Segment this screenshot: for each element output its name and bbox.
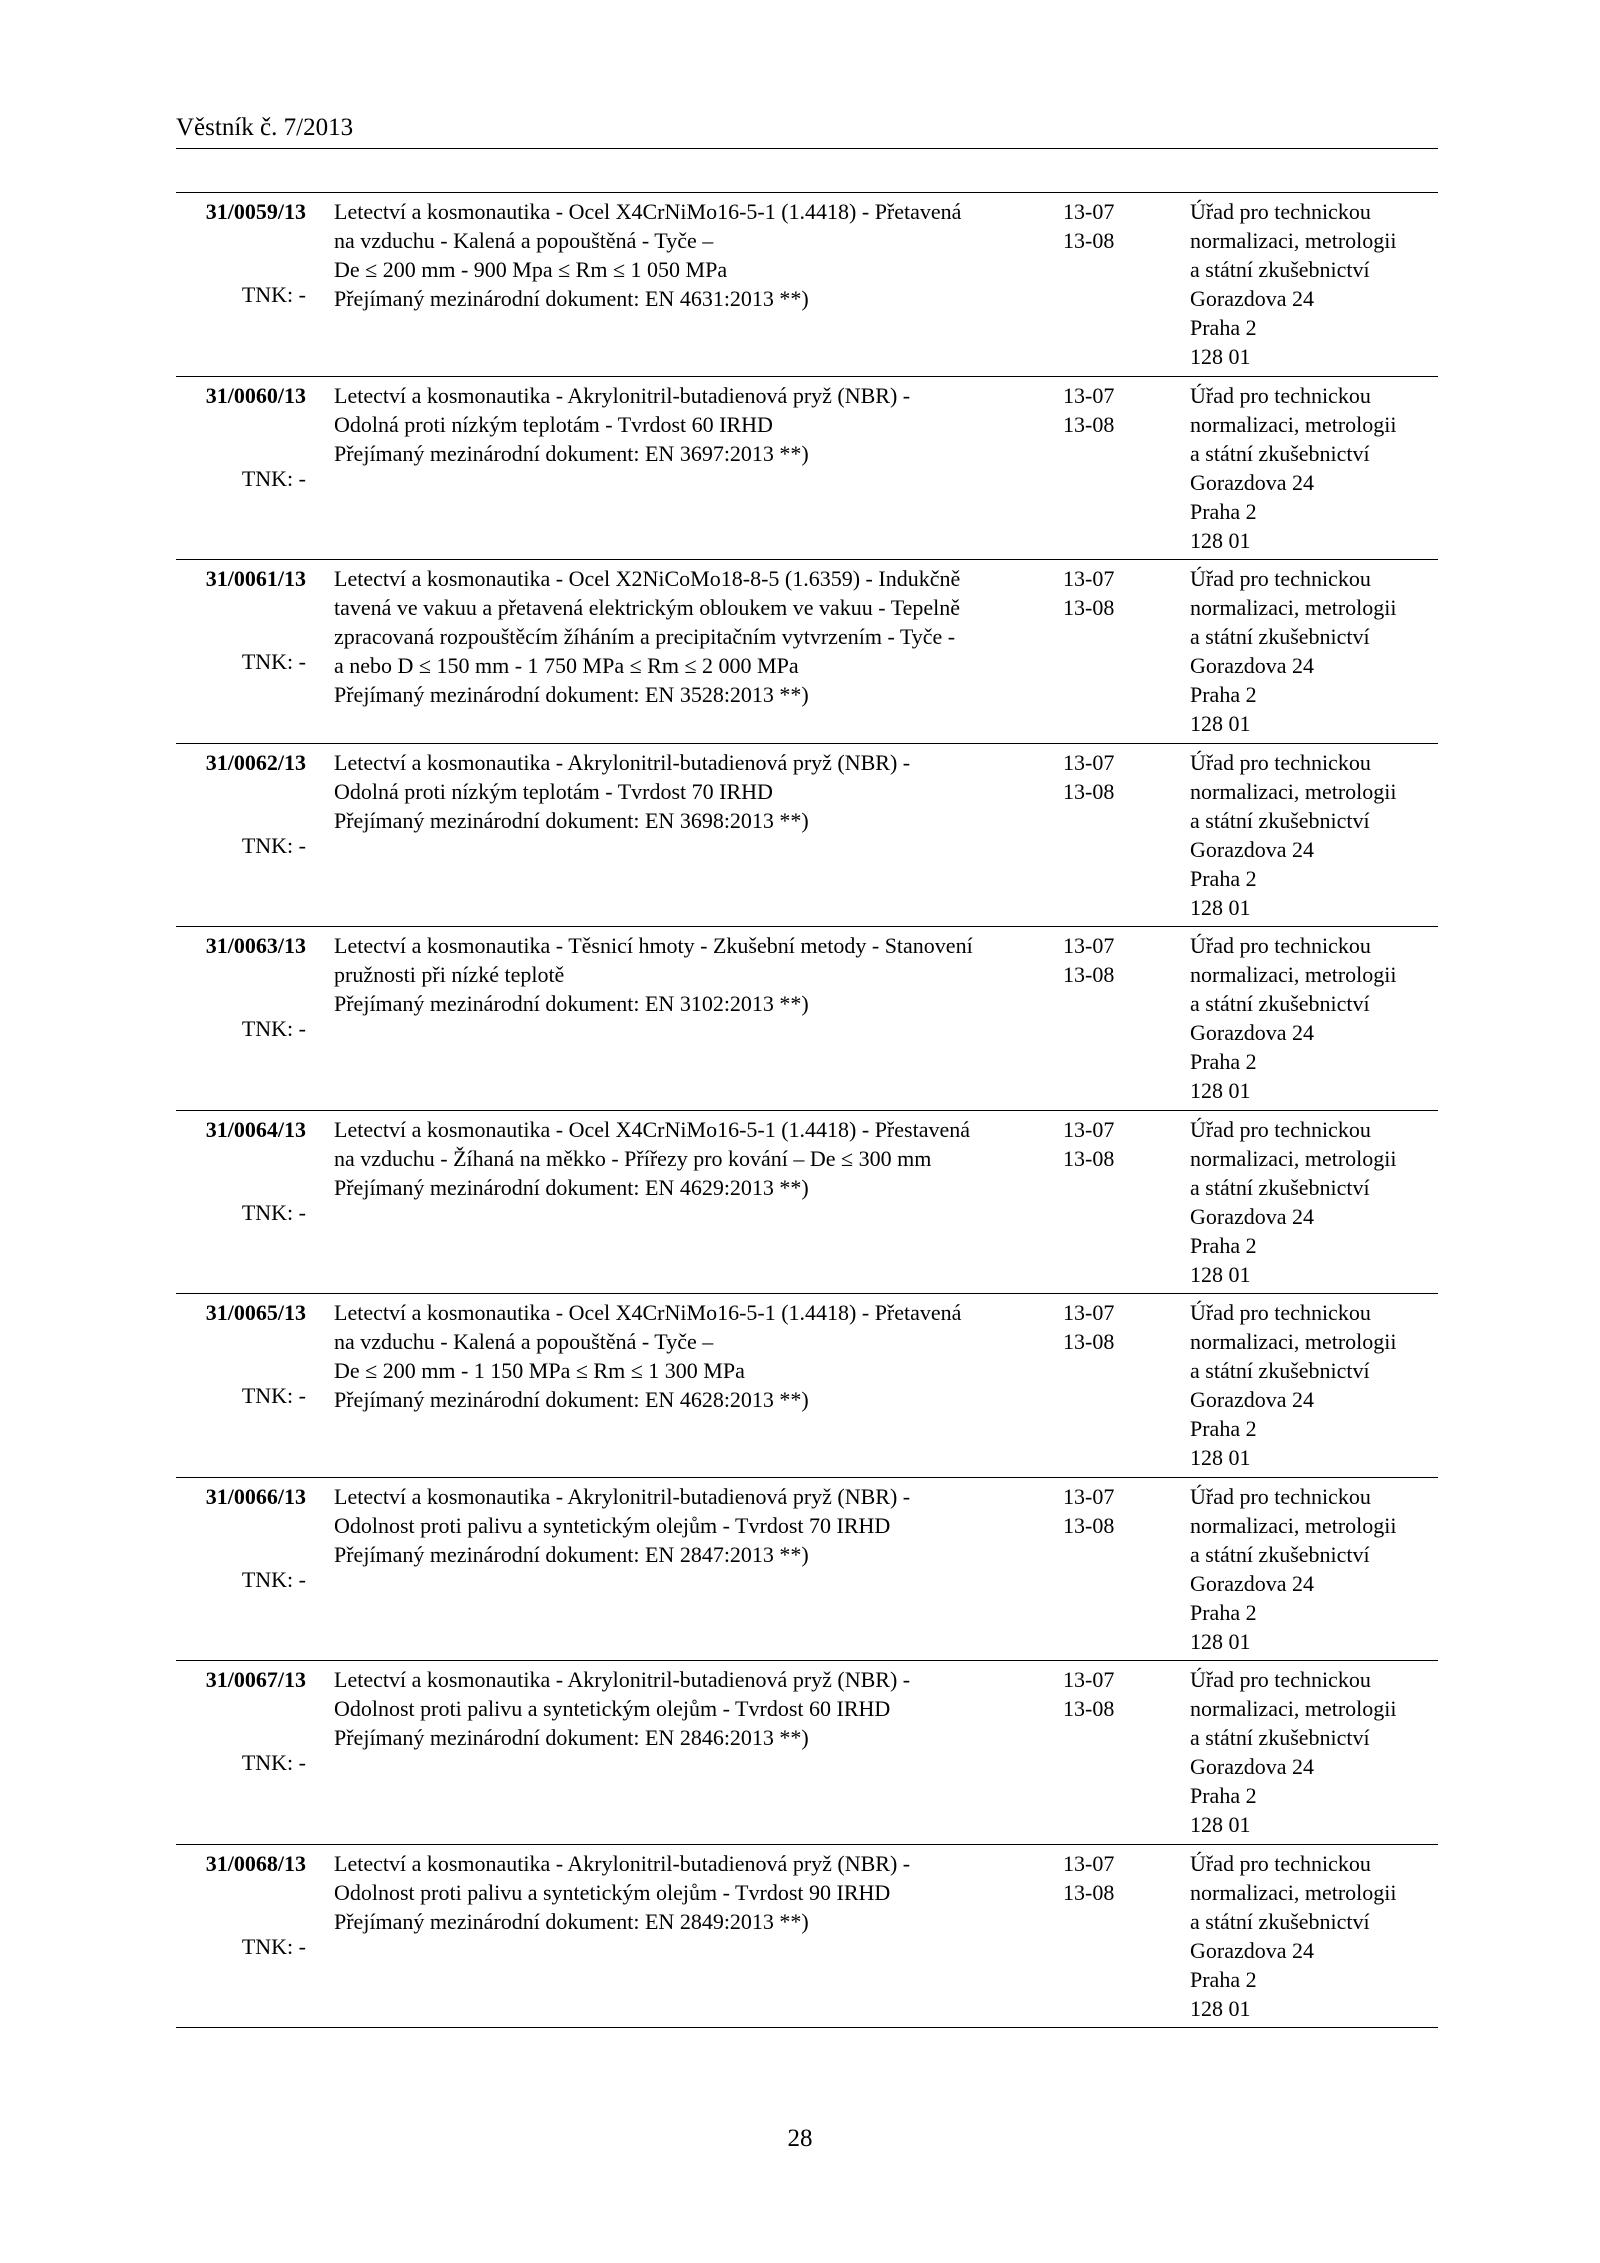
issuer-line: Praha 2 bbox=[1190, 1416, 1257, 1441]
standard-entry bbox=[176, 193, 1438, 377]
entry-id-column bbox=[176, 1115, 306, 1144]
issuer-line: Úřad pro technickou bbox=[1190, 749, 1371, 775]
entry-id-column bbox=[176, 1298, 306, 1327]
issuer-line: Úřad pro technickou bbox=[1190, 933, 1371, 958]
ics-code: 13-07 bbox=[1063, 1116, 1115, 1142]
entry-title-line: tavená ve vakuu a přetavená elektrickým obloukem ve vakuu - Tepelně bbox=[334, 595, 961, 620]
issuer-line: a státní zkušebnictví bbox=[1190, 257, 1370, 282]
issuer-line: Praha 2 bbox=[1190, 1783, 1257, 1808]
entry-title-line: Letectví a kosmonautika - Ocel X4CrNiMo16-5-1 (1.4418) - Přestavená bbox=[334, 1116, 970, 1142]
entry-title-line: Odolná proti nízkým teplotám - Tvrdost 70 IRHD bbox=[334, 778, 773, 804]
issuer-line: Úřad pro technickou bbox=[1190, 199, 1371, 224]
entry-issuer-address bbox=[1190, 1849, 1438, 2023]
entry-number: 31/0059/13 bbox=[205, 199, 306, 224]
entry-title-line: Přejímaný mezinárodní dokument: EN 3698:2013 **) bbox=[334, 807, 809, 833]
issuer-line: Praha 2 bbox=[1190, 1049, 1257, 1074]
entry-ics-codes bbox=[1063, 381, 1143, 439]
issuer-line: Praha 2 bbox=[1190, 315, 1257, 340]
entry-id-column bbox=[176, 564, 306, 593]
issuer-line: normalizaci, metrologii bbox=[1190, 228, 1397, 253]
issuer-line: a státní zkušebnictví bbox=[1190, 991, 1370, 1016]
entry-tnk: TNK: - bbox=[241, 1199, 306, 1225]
entry-title-line: Přejímaný mezinárodní dokument: EN 2849:2013 **) bbox=[334, 1908, 809, 1934]
issuer-line: Úřad pro technickou bbox=[1190, 1850, 1371, 1876]
issuer-line: Úřad pro technickou bbox=[1190, 1300, 1371, 1325]
entry-ics-codes bbox=[1063, 1482, 1143, 1540]
issuer-line: Úřad pro technickou bbox=[1190, 382, 1371, 408]
entry-number: 31/0063/13 bbox=[205, 933, 306, 958]
entry-number: 31/0062/13 bbox=[205, 749, 306, 775]
entry-issuer-address bbox=[1190, 197, 1438, 371]
ics-code: 13-07 bbox=[1063, 199, 1115, 224]
entry-title-line: Odolnost proti palivu a syntetickým olejům - Tvrdost 90 IRHD bbox=[334, 1879, 891, 1905]
entry-title-line: Letectví a kosmonautika - Ocel X4CrNiMo16-5-1 (1.4418) - Přetavená bbox=[334, 1300, 962, 1325]
ics-code: 13-07 bbox=[1063, 566, 1115, 591]
entry-issuer-address bbox=[1190, 1482, 1438, 1656]
entry-title-line: Přejímaný mezinárodní dokument: EN 4629:2013 **) bbox=[334, 1174, 809, 1200]
page-number: 28 bbox=[787, 2125, 813, 2152]
entry-title-line: na vzduchu - Kalená a popouštěná - Tyče – bbox=[334, 228, 714, 253]
issuer-line: a státní zkušebnictví bbox=[1190, 624, 1370, 649]
issuer-line: Gorazdova 24 bbox=[1190, 1020, 1315, 1045]
entry-title-line: Letectví a kosmonautika - Těsnicí hmoty - Zkušební metody - Stanovení bbox=[334, 933, 973, 958]
journal-title: Věstník č. 7/2013 bbox=[176, 114, 354, 141]
ics-code: 13-08 bbox=[1063, 1879, 1115, 1905]
entry-number: 31/0060/13 bbox=[205, 382, 306, 408]
entry-ics-codes bbox=[1063, 1115, 1143, 1173]
issuer-line: Gorazdova 24 bbox=[1190, 1754, 1315, 1779]
issuer-line: Praha 2 bbox=[1190, 1599, 1257, 1625]
standard-entry bbox=[176, 1845, 1438, 2029]
entry-title-line: Letectví a kosmonautika - Akrylonitril-butadienová pryž (NBR) - bbox=[334, 1850, 911, 1876]
entry-tnk: TNK: - bbox=[241, 1016, 306, 1041]
entry-issuer-address bbox=[1190, 564, 1438, 738]
entry-tnk: TNK: - bbox=[241, 465, 306, 491]
issuer-line: a státní zkušebnictví bbox=[1190, 1541, 1370, 1567]
issuer-line: Gorazdova 24 bbox=[1190, 286, 1315, 311]
entry-tnk: TNK: - bbox=[241, 832, 306, 858]
issuer-line: a státní zkušebnictví bbox=[1190, 440, 1370, 466]
issuer-line: a státní zkušebnictví bbox=[1190, 1725, 1370, 1750]
issuer-line: normalizaci, metrologii bbox=[1190, 411, 1397, 437]
standard-entry bbox=[176, 1478, 1438, 1662]
entry-id-column bbox=[176, 1665, 306, 1694]
issuer-line: 128 01 bbox=[1190, 711, 1251, 736]
entry-title-line: Letectví a kosmonautika - Akrylonitril-butadienová pryž (NBR) - bbox=[334, 1667, 911, 1692]
entry-title-line: Přejímaný mezinárodní dokument: EN 3528:2013 **) bbox=[334, 682, 809, 707]
ics-code: 13-07 bbox=[1063, 1300, 1115, 1325]
entry-title-line: Letectví a kosmonautika - Akrylonitril-butadienová pryž (NBR) - bbox=[334, 749, 911, 775]
issuer-line: Gorazdova 24 bbox=[1190, 836, 1315, 862]
entry-issuer-address bbox=[1190, 1115, 1438, 1289]
issuer-line: a státní zkušebnictví bbox=[1190, 1358, 1370, 1383]
issuer-line: 128 01 bbox=[1190, 1445, 1251, 1470]
issuer-line: normalizaci, metrologii bbox=[1190, 778, 1397, 804]
entry-title-line: na vzduchu - Žíhaná na měkko - Přířezy pro kování – De ≤ 300 mm bbox=[334, 1145, 932, 1171]
entry-title-line: De ≤ 200 mm - 900 Mpa ≤ Rm ≤ 1 050 MPa bbox=[334, 257, 728, 282]
entry-title-line: Přejímaný mezinárodní dokument: EN 2846:2013 **) bbox=[334, 1725, 809, 1750]
page-header bbox=[176, 112, 1438, 149]
issuer-line: Praha 2 bbox=[1190, 1232, 1257, 1258]
ics-code: 13-08 bbox=[1063, 778, 1115, 804]
entry-ics-codes bbox=[1063, 1849, 1143, 1907]
entry-issuer-address bbox=[1190, 381, 1438, 555]
entry-number: 31/0067/13 bbox=[205, 1667, 306, 1692]
entry-issuer-address bbox=[1190, 748, 1438, 922]
issuer-line: 128 01 bbox=[1190, 527, 1251, 553]
issuer-line: Úřad pro technickou bbox=[1190, 566, 1371, 591]
entry-tnk: TNK: - bbox=[241, 1383, 306, 1408]
issuer-line: normalizaci, metrologii bbox=[1190, 1329, 1397, 1354]
issuer-line: Úřad pro technickou bbox=[1190, 1483, 1371, 1509]
issuer-line: normalizaci, metrologii bbox=[1190, 1696, 1397, 1721]
issuer-line: normalizaci, metrologii bbox=[1190, 1879, 1397, 1905]
issuer-line: normalizaci, metrologii bbox=[1190, 595, 1397, 620]
entry-title-line: Odolnost proti palivu a syntetickým olejům - Tvrdost 70 IRHD bbox=[334, 1512, 891, 1538]
entry-number: 31/0064/13 bbox=[205, 1116, 306, 1142]
issuer-line: normalizaci, metrologii bbox=[1190, 962, 1397, 987]
entry-title-line: pružnosti při nízké teplotě bbox=[334, 962, 565, 987]
entry-title-line: a nebo D ≤ 150 mm - 1 750 MPa ≤ Rm ≤ 2 000 MPa bbox=[334, 653, 799, 678]
entry-ics-codes bbox=[1063, 1665, 1143, 1723]
entry-number: 31/0065/13 bbox=[205, 1300, 306, 1325]
entry-number: 31/0066/13 bbox=[205, 1483, 306, 1509]
entry-issuer-address bbox=[1190, 1665, 1438, 1839]
issuer-line: Gorazdova 24 bbox=[1190, 1387, 1315, 1412]
entry-number: 31/0061/13 bbox=[205, 566, 306, 591]
entry-id-column bbox=[176, 1482, 306, 1511]
entry-tnk: TNK: - bbox=[241, 1566, 306, 1592]
entry-title-line: Přejímaný mezinárodní dokument: EN 2847:2013 **) bbox=[334, 1541, 809, 1567]
entry-title-line: zpracovaná rozpouštěcím žíháním a precipitačním vytvrzením - Tyče - bbox=[334, 624, 956, 649]
standard-entry bbox=[176, 927, 1438, 1111]
issuer-line: Praha 2 bbox=[1190, 865, 1257, 891]
issuer-line: 128 01 bbox=[1190, 894, 1251, 920]
entry-issuer-address bbox=[1190, 931, 1438, 1105]
standard-entry bbox=[176, 744, 1438, 928]
entry-title-line: na vzduchu - Kalená a popouštěná - Tyče – bbox=[334, 1329, 714, 1354]
issuer-line: a státní zkušebnictví bbox=[1190, 807, 1370, 833]
entry-title-line: Letectví a kosmonautika - Ocel X4CrNiMo16-5-1 (1.4418) - Přetavená bbox=[334, 199, 962, 224]
entry-title-line: Přejímaný mezinárodní dokument: EN 4631:2013 **) bbox=[334, 286, 809, 311]
issuer-line: 128 01 bbox=[1190, 1628, 1251, 1654]
ics-code: 13-08 bbox=[1063, 228, 1115, 253]
issuer-line: 128 01 bbox=[1190, 1995, 1251, 2021]
issuer-line: Praha 2 bbox=[1190, 1966, 1257, 1992]
ics-code: 13-07 bbox=[1063, 1667, 1115, 1692]
entry-id-column bbox=[176, 381, 306, 410]
standard-entry bbox=[176, 1661, 1438, 1845]
ics-code: 13-08 bbox=[1063, 1145, 1115, 1171]
issuer-line: Gorazdova 24 bbox=[1190, 653, 1315, 678]
entry-title-line: Odolná proti nízkým teplotám - Tvrdost 60 IRHD bbox=[334, 411, 773, 437]
entry-title-line: Přejímaný mezinárodní dokument: EN 4628:2013 **) bbox=[334, 1387, 809, 1412]
entry-id-column bbox=[176, 197, 306, 226]
entry-id-column bbox=[176, 748, 306, 777]
ics-code: 13-07 bbox=[1063, 1850, 1115, 1876]
standard-entry bbox=[176, 560, 1438, 744]
entry-ics-codes bbox=[1063, 564, 1143, 622]
standard-entry bbox=[176, 1294, 1438, 1478]
ics-code: 13-08 bbox=[1063, 411, 1115, 437]
entry-title-line: Odolnost proti palivu a syntetickým olejům - Tvrdost 60 IRHD bbox=[334, 1696, 891, 1721]
issuer-line: Gorazdova 24 bbox=[1190, 1203, 1315, 1229]
entry-id-column bbox=[176, 931, 306, 960]
entry-number: 31/0068/13 bbox=[205, 1850, 306, 1876]
entry-tnk: TNK: - bbox=[241, 282, 306, 307]
issuer-line: Gorazdova 24 bbox=[1190, 1570, 1315, 1596]
ics-code: 13-08 bbox=[1063, 595, 1115, 620]
entry-title-line: Přejímaný mezinárodní dokument: EN 3697:2013 **) bbox=[334, 440, 809, 466]
entry-tnk: TNK: - bbox=[241, 649, 306, 674]
ics-code: 13-08 bbox=[1063, 1512, 1115, 1538]
entry-title-line: Letectví a kosmonautika - Ocel X2NiCoMo18-8-5 (1.6359) - Indukčně bbox=[334, 566, 961, 591]
issuer-line: normalizaci, metrologii bbox=[1190, 1512, 1397, 1538]
issuer-line: Praha 2 bbox=[1190, 682, 1257, 707]
ics-code: 13-08 bbox=[1063, 962, 1115, 987]
entry-ics-codes bbox=[1063, 748, 1143, 806]
issuer-line: 128 01 bbox=[1190, 344, 1251, 369]
entry-ics-codes bbox=[1063, 931, 1143, 989]
issuer-line: normalizaci, metrologii bbox=[1190, 1145, 1397, 1171]
standards-list bbox=[176, 192, 1438, 2028]
entry-issuer-address bbox=[1190, 1298, 1438, 1472]
entry-title-line: Letectví a kosmonautika - Akrylonitril-butadienová pryž (NBR) - bbox=[334, 1483, 911, 1509]
entry-title-line: De ≤ 200 mm - 1 150 MPa ≤ Rm ≤ 1 300 MPa bbox=[334, 1358, 745, 1383]
ics-code: 13-07 bbox=[1063, 1483, 1115, 1509]
entry-tnk: TNK: - bbox=[241, 1933, 306, 1959]
issuer-line: 128 01 bbox=[1190, 1261, 1251, 1287]
entry-id-column bbox=[176, 1849, 306, 1878]
issuer-line: a státní zkušebnictví bbox=[1190, 1174, 1370, 1200]
ics-code: 13-07 bbox=[1063, 749, 1115, 775]
issuer-line: Gorazdova 24 bbox=[1190, 1937, 1315, 1963]
standard-entry bbox=[176, 377, 1438, 561]
entry-title-line: Letectví a kosmonautika - Akrylonitril-butadienová pryž (NBR) - bbox=[334, 382, 911, 408]
ics-code: 13-08 bbox=[1063, 1329, 1115, 1354]
entry-tnk: TNK: - bbox=[241, 1750, 306, 1775]
issuer-line: 128 01 bbox=[1190, 1078, 1251, 1103]
entry-ics-codes bbox=[1063, 197, 1143, 255]
issuer-line: Praha 2 bbox=[1190, 498, 1257, 524]
issuer-line: Úřad pro technickou bbox=[1190, 1667, 1371, 1692]
issuer-line: a státní zkušebnictví bbox=[1190, 1908, 1370, 1934]
issuer-line: Úřad pro technickou bbox=[1190, 1116, 1371, 1142]
ics-code: 13-07 bbox=[1063, 382, 1115, 408]
issuer-line: Gorazdova 24 bbox=[1190, 469, 1315, 495]
entry-title-line: Přejímaný mezinárodní dokument: EN 3102:2013 **) bbox=[334, 991, 809, 1016]
ics-code: 13-07 bbox=[1063, 933, 1115, 958]
ics-code: 13-08 bbox=[1063, 1696, 1115, 1721]
standard-entry bbox=[176, 1111, 1438, 1295]
issuer-line: 128 01 bbox=[1190, 1812, 1251, 1837]
entry-ics-codes bbox=[1063, 1298, 1143, 1356]
